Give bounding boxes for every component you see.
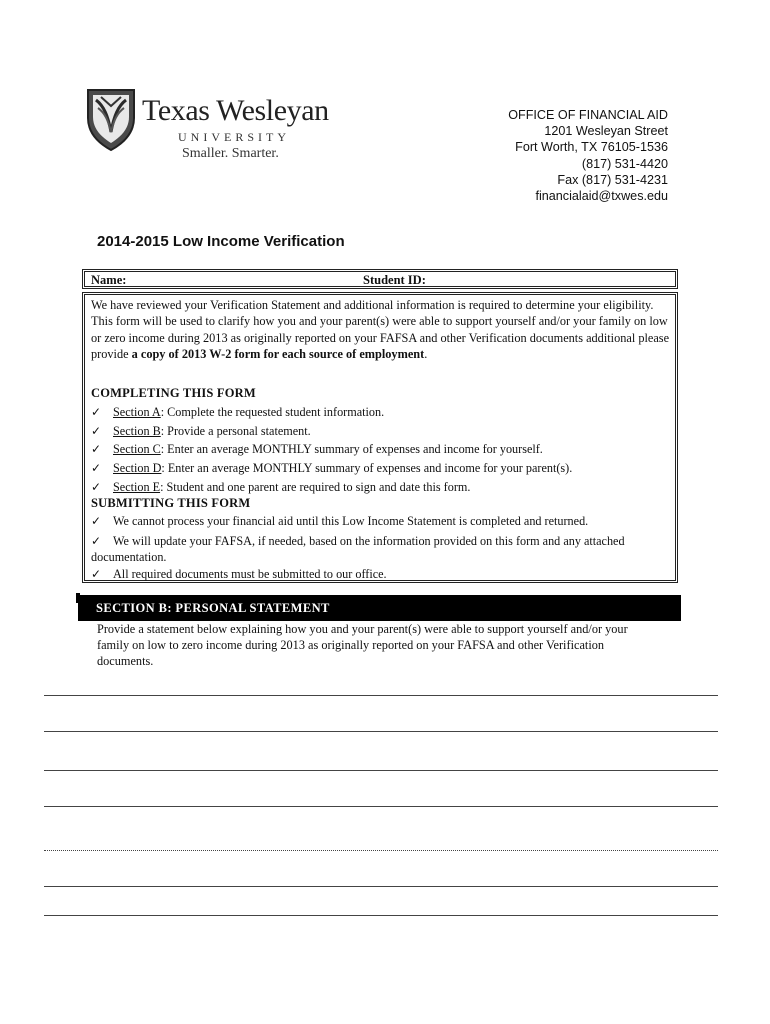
office-city: Fort Worth, TX 76105-1536 [515, 140, 668, 155]
statement-line[interactable] [44, 886, 718, 887]
item-text: : Student and one parent are required to sign and date this form. [160, 480, 471, 494]
item-text: We will update your FAFSA, if needed, based on the information provided on this form and any attached documentation. [91, 534, 625, 564]
completing-heading: COMPLETING THIS FORM [91, 386, 256, 400]
checkmark-icon: ✓ [91, 567, 102, 581]
student-id-field[interactable]: Student ID: [363, 273, 426, 287]
section-link: Section E [113, 480, 161, 494]
section-b-title: SECTION B: PERSONAL STATEMENT [96, 601, 330, 615]
checkmark-icon: ✓ [91, 514, 102, 528]
section-link: Section A [113, 405, 161, 419]
checklist-item [91, 461, 572, 476]
section-link: Section D [113, 461, 162, 475]
checkmark-icon: ✓ [91, 534, 102, 548]
student-info-box [82, 269, 678, 289]
checklist-item [91, 405, 384, 420]
intro-bold-text: a copy of 2013 W-2 form for each source of employment [131, 347, 425, 362]
checkmark-icon: ✓ [91, 442, 102, 456]
checkmark-icon: ✓ [91, 461, 102, 475]
statement-line[interactable] [44, 850, 718, 851]
item-text: We cannot process your financial aid until this Low Income Statement is completed and returned. [113, 514, 589, 528]
office-fax: Fax (817) 531-4231 [557, 172, 668, 187]
item-text: : Provide a personal statement. [160, 424, 311, 438]
item-text: : Complete the requested student information. [160, 405, 385, 419]
statement-line[interactable] [44, 770, 718, 771]
section-link: Section C [113, 442, 161, 456]
statement-line[interactable] [44, 806, 718, 807]
checklist-item [91, 533, 661, 565]
checkmark-icon: ✓ [91, 480, 102, 494]
checklist-item [91, 424, 311, 439]
office-address-block [508, 107, 668, 204]
section-b-header [78, 595, 681, 621]
instructions-box [82, 292, 678, 583]
logo-university-word: UNIVERSITY [178, 130, 290, 144]
office-title: OFFICE OF FINANCIAL AID [508, 108, 668, 122]
office-street: 1201 Wesleyan Street [544, 124, 668, 139]
item-text: All required documents must be submitted to our office. [113, 567, 387, 581]
checklist-item [91, 567, 387, 582]
checklist-item [91, 442, 543, 457]
item-text: : Enter an average MONTHLY summary of expenses and income for yourself. [160, 442, 543, 456]
intro-paragraph [91, 297, 673, 363]
checklist-item [91, 514, 588, 529]
checkmark-icon: ✓ [91, 405, 102, 419]
logo-university-name: Texas Wesleyan [142, 94, 329, 127]
logo-tagline: Smaller. Smarter. [182, 146, 279, 161]
shield-crest-icon [86, 88, 136, 152]
office-email[interactable]: financialaid@txwes.edu [535, 189, 668, 204]
intro-end: . [424, 347, 428, 362]
item-text: : Enter an average MONTHLY summary of expenses and income for your parent(s). [161, 461, 573, 475]
section-b-instructions: Provide a statement below explaining how you and your parent(s) were able to support yourself and/or your family on low to zero income during 2013 as originally reported on your FAFSA and other Verification documents. [97, 622, 628, 668]
statement-line[interactable] [44, 915, 718, 916]
office-phone: (817) 531-4420 [581, 156, 668, 171]
statement-line[interactable] [44, 731, 718, 732]
checklist-item [91, 480, 470, 495]
intro-text: We have reviewed your Verification Statement and additional information is required to determine your eligibility. This form will be used to clarify how you and your parent(s) were able to support yourself and/or your family on low or zero income during 2013 as originally reported on your FAFSA and other Verification documents additional please provide [91, 298, 670, 362]
form-title: 2014-2015 Low Income Verification [97, 233, 345, 250]
submitting-heading: SUBMITTING THIS FORM [91, 496, 251, 510]
statement-line[interactable] [44, 695, 718, 696]
name-field[interactable]: Name: [91, 273, 127, 287]
university-logo [86, 88, 336, 168]
section-link: Section B [113, 424, 161, 438]
checkmark-icon: ✓ [91, 424, 102, 438]
